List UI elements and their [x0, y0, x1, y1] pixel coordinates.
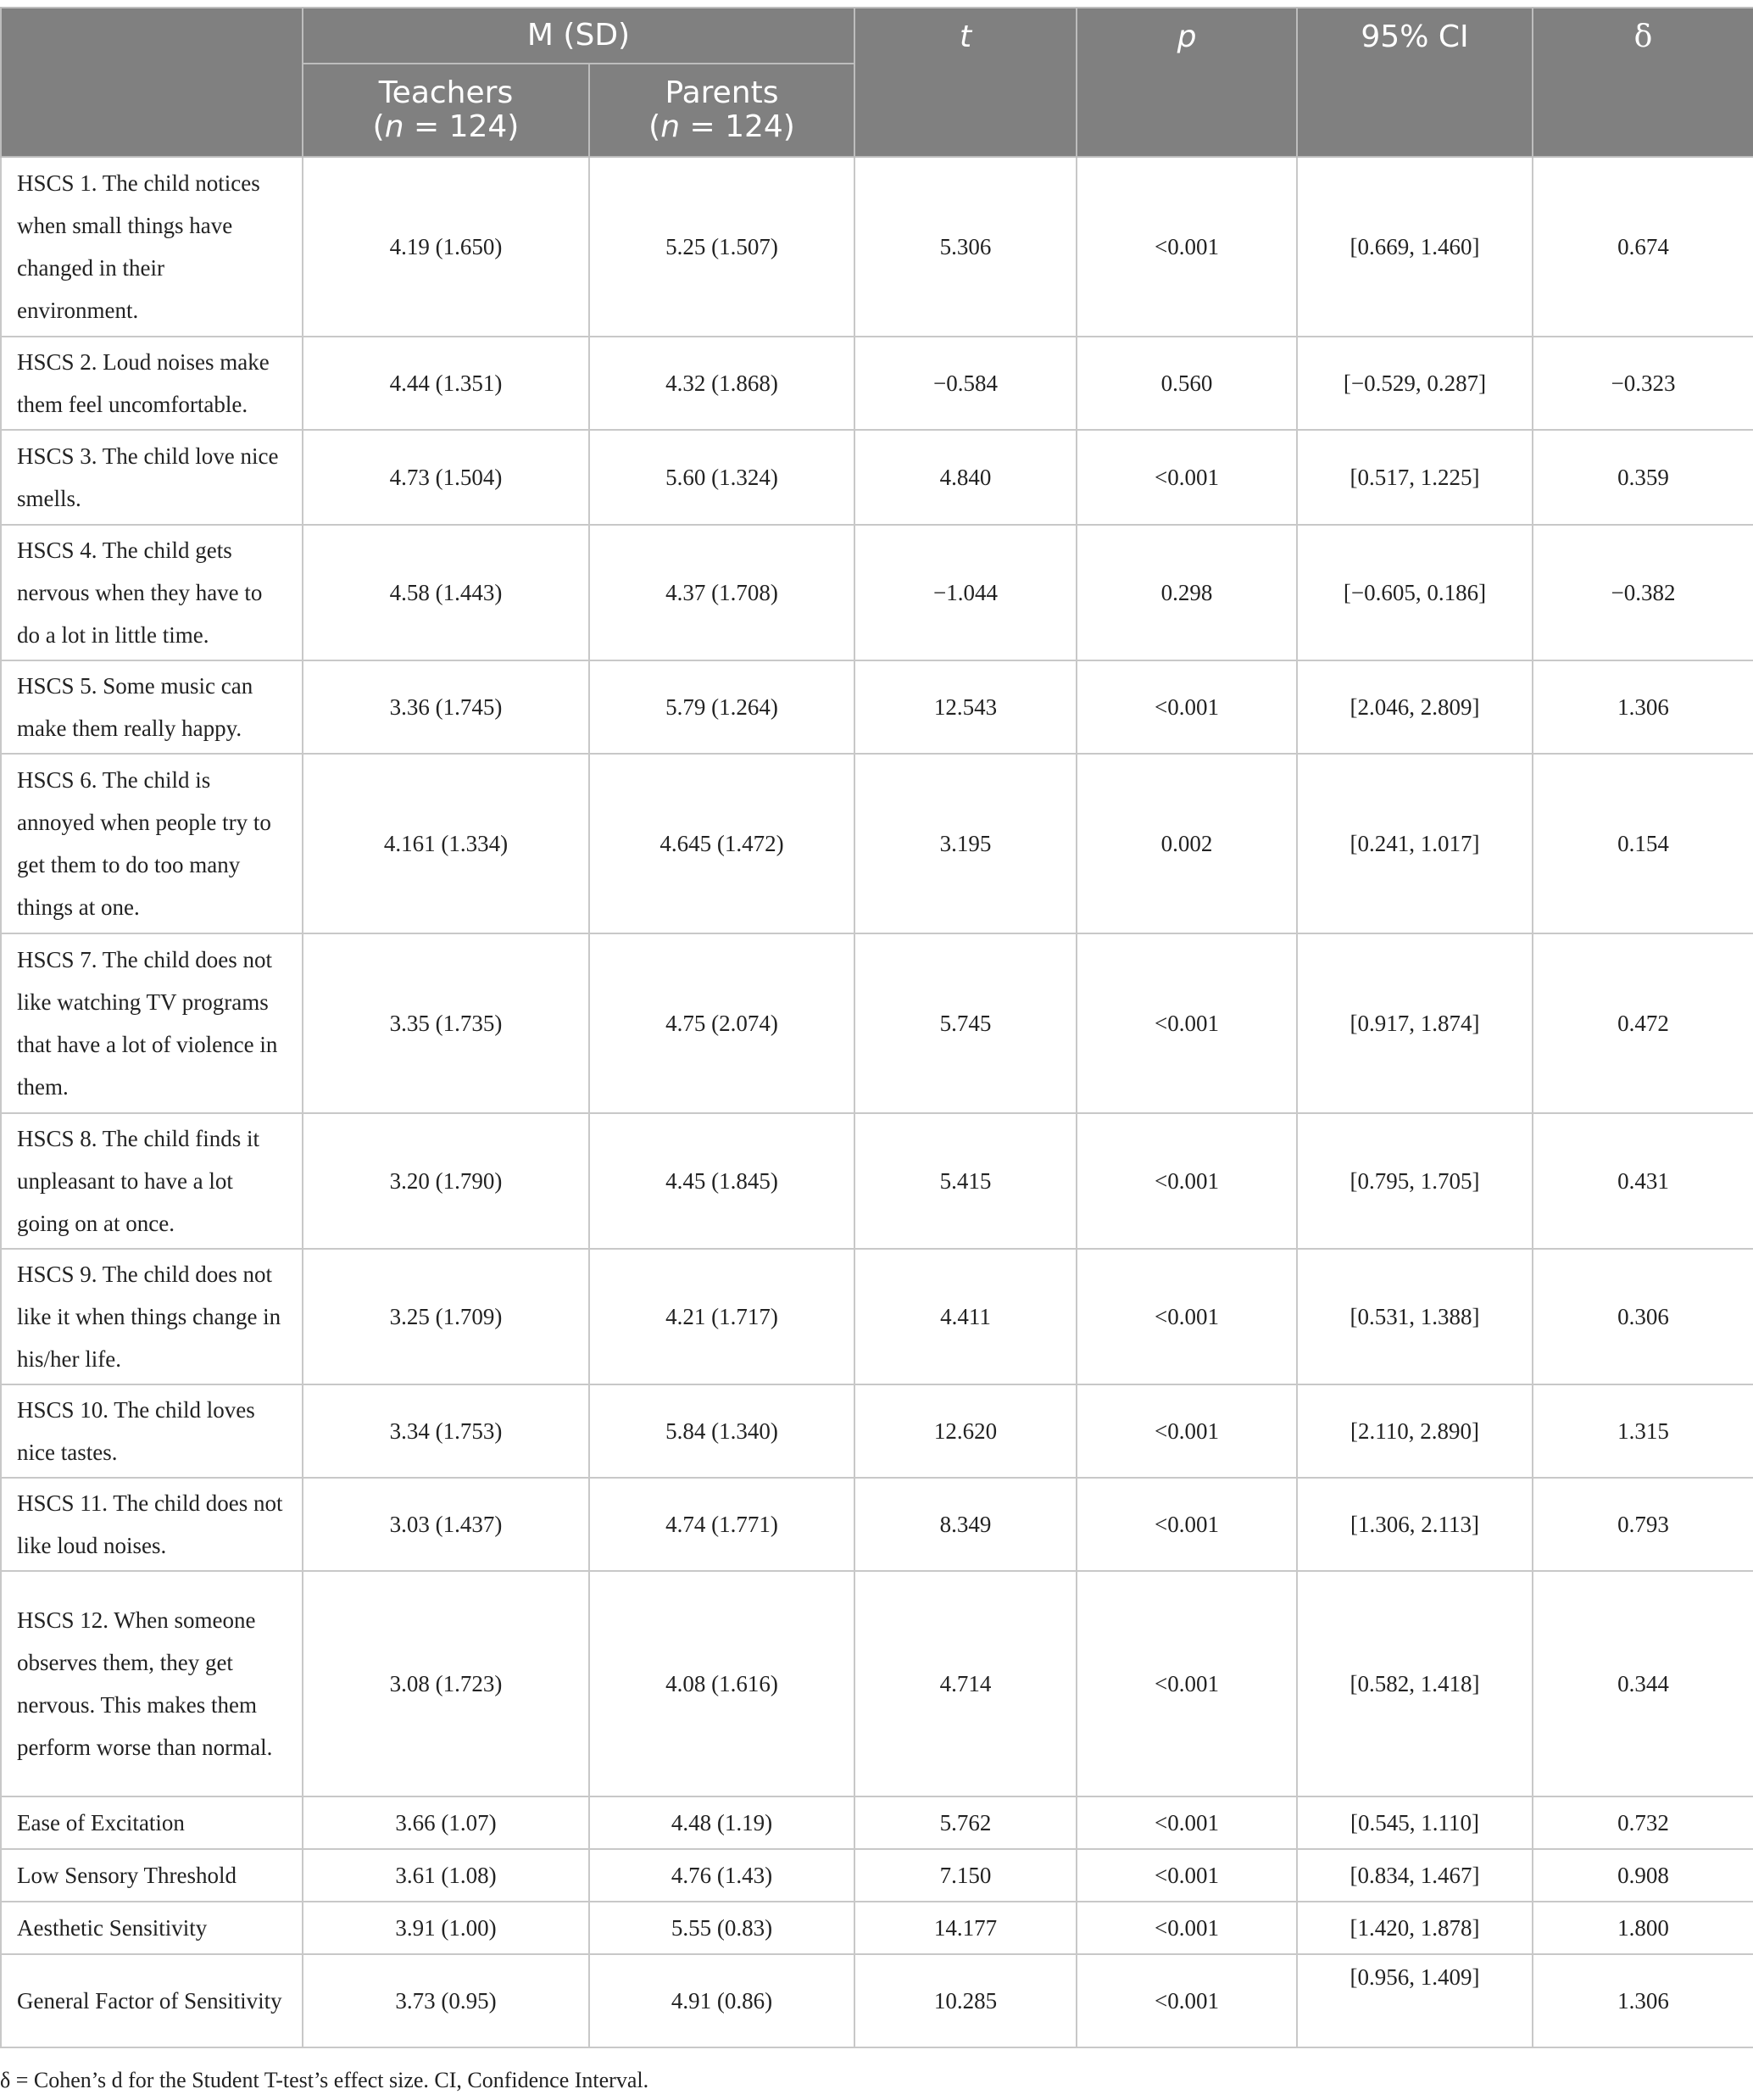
parents-value: 4.75 (2.074) — [589, 933, 854, 1113]
row-label: HSCS 4. The child gets nervous when they have to do a lot in little time. — [1, 525, 303, 660]
delta-value: 0.359 — [1533, 430, 1753, 525]
delta-value: −0.323 — [1533, 337, 1753, 430]
row-label: General Factor of Sensitivity — [1, 1954, 303, 2047]
table-row — [1, 754, 1753, 933]
row-label: HSCS 10. The child loves nice tastes. — [1, 1384, 303, 1478]
row-label: HSCS 12. When someone observes them, they get nervous. This makes them perform worse than normal. — [1, 1571, 303, 1796]
ci-value: [−0.605, 0.186] — [1297, 525, 1533, 660]
ci-value: [−0.529, 0.287] — [1297, 337, 1533, 430]
parents-value: 5.79 (1.264) — [589, 660, 854, 754]
table-body — [1, 157, 1753, 2047]
table-row — [1, 430, 1753, 525]
row-label: HSCS 6. The child is annoyed when people try to get them to do too many things at one. — [1, 754, 303, 933]
teachers-value: 3.66 (1.07) — [303, 1796, 589, 1849]
ci-value: [0.545, 1.110] — [1297, 1796, 1533, 1849]
header-row-top — [1, 8, 1753, 64]
t-value: 5.306 — [854, 157, 1077, 337]
parents-value: 4.91 (0.86) — [589, 1954, 854, 2047]
p-value: 0.002 — [1077, 754, 1297, 933]
header-p: p — [1077, 8, 1297, 157]
teachers-value: 3.91 (1.00) — [303, 1902, 589, 1954]
row-label: HSCS 9. The child does not like it when things change in his/her life. — [1, 1249, 303, 1384]
delta-value: 1.315 — [1533, 1384, 1753, 1478]
t-value: 10.285 — [854, 1954, 1077, 2047]
ci-value: [0.582, 1.418] — [1297, 1571, 1533, 1796]
row-label: HSCS 7. The child does not like watching TV programs that have a lot of violence in them. — [1, 933, 303, 1113]
p-value: <0.001 — [1077, 1384, 1297, 1478]
t-value: 4.840 — [854, 430, 1077, 525]
t-value: 12.620 — [854, 1384, 1077, 1478]
table-row — [1, 1249, 1753, 1384]
parents-value: 4.45 (1.845) — [589, 1113, 854, 1249]
t-value: 5.745 — [854, 933, 1077, 1113]
teachers-value: 4.73 (1.504) — [303, 430, 589, 525]
t-value: 3.195 — [854, 754, 1077, 933]
delta-value: 0.344 — [1533, 1571, 1753, 1796]
delta-value: 0.306 — [1533, 1249, 1753, 1384]
delta-value: 1.306 — [1533, 1954, 1753, 2047]
teachers-value: 4.161 (1.334) — [303, 754, 589, 933]
table-row — [1, 1902, 1753, 1954]
table-row — [1, 1571, 1753, 1796]
p-value: <0.001 — [1077, 933, 1297, 1113]
teachers-value: 3.61 (1.08) — [303, 1849, 589, 1902]
table-row — [1, 660, 1753, 754]
teachers-value: 3.73 (0.95) — [303, 1954, 589, 2047]
t-value: 5.762 — [854, 1796, 1077, 1849]
teachers-value: 4.58 (1.443) — [303, 525, 589, 660]
table-row — [1, 933, 1753, 1113]
parents-value: 5.25 (1.507) — [589, 157, 854, 337]
parents-value: 4.08 (1.616) — [589, 1571, 854, 1796]
ci-value: [0.517, 1.225] — [1297, 430, 1533, 525]
p-value: <0.001 — [1077, 157, 1297, 337]
delta-value: 1.800 — [1533, 1902, 1753, 1954]
ci-value: [0.917, 1.874] — [1297, 933, 1533, 1113]
p-value: <0.001 — [1077, 1571, 1297, 1796]
teachers-value: 4.19 (1.650) — [303, 157, 589, 337]
header-parents: Parents (n = 124) — [589, 64, 854, 157]
delta-value: 0.472 — [1533, 933, 1753, 1113]
t-value: 12.543 — [854, 660, 1077, 754]
parents-value: 4.21 (1.717) — [589, 1249, 854, 1384]
teachers-value: 3.20 (1.790) — [303, 1113, 589, 1249]
header-teachers: Teachers (n = 124) — [303, 64, 589, 157]
t-value: 8.349 — [854, 1478, 1077, 1571]
delta-value: 0.732 — [1533, 1796, 1753, 1849]
parents-value: 4.48 (1.19) — [589, 1796, 854, 1849]
ci-value: [0.956, 1.409] — [1297, 1954, 1533, 2047]
header-ci: 95% CI — [1297, 8, 1533, 157]
parents-value: 4.645 (1.472) — [589, 754, 854, 933]
ci-value: [0.669, 1.460] — [1297, 157, 1533, 337]
row-label: HSCS 3. The child love nice smells. — [1, 430, 303, 525]
parents-value: 4.76 (1.43) — [589, 1849, 854, 1902]
ci-value: [0.241, 1.017] — [1297, 754, 1533, 933]
p-value: <0.001 — [1077, 1796, 1297, 1849]
ci-value: [2.046, 2.809] — [1297, 660, 1533, 754]
t-value: 5.415 — [854, 1113, 1077, 1249]
delta-value: −0.382 — [1533, 525, 1753, 660]
table-row — [1, 1478, 1753, 1571]
p-value: <0.001 — [1077, 1478, 1297, 1571]
parents-value: 4.32 (1.868) — [589, 337, 854, 430]
teachers-value: 3.35 (1.735) — [303, 933, 589, 1113]
row-label: HSCS 8. The child finds it unpleasant to have a lot going on at once. — [1, 1113, 303, 1249]
row-label: HSCS 1. The child notices when small things have changed in their environment. — [1, 157, 303, 337]
table-row — [1, 157, 1753, 337]
row-label: HSCS 5. Some music can make them really happy. — [1, 660, 303, 754]
parents-value: 5.84 (1.340) — [589, 1384, 854, 1478]
results-table — [0, 7, 1753, 2048]
p-value: <0.001 — [1077, 1249, 1297, 1384]
ci-value: [1.306, 2.113] — [1297, 1478, 1533, 1571]
delta-value: 1.306 — [1533, 660, 1753, 754]
table-row — [1, 1849, 1753, 1902]
table-row — [1, 525, 1753, 660]
delta-value: 0.154 — [1533, 754, 1753, 933]
ci-value: [0.834, 1.467] — [1297, 1849, 1533, 1902]
table-row — [1, 337, 1753, 430]
p-value: <0.001 — [1077, 1902, 1297, 1954]
row-label: Ease of Excitation — [1, 1796, 303, 1849]
p-value: <0.001 — [1077, 1849, 1297, 1902]
t-value: 4.714 — [854, 1571, 1077, 1796]
p-value: 0.298 — [1077, 525, 1297, 660]
t-value: −0.584 — [854, 337, 1077, 430]
t-value: 7.150 — [854, 1849, 1077, 1902]
table-row — [1, 1796, 1753, 1849]
table-row — [1, 1954, 1753, 2047]
parents-value: 4.74 (1.771) — [589, 1478, 854, 1571]
row-label: Low Sensory Threshold — [1, 1849, 303, 1902]
t-value: −1.044 — [854, 525, 1077, 660]
parents-value: 5.55 (0.83) — [589, 1902, 854, 1954]
delta-value: 0.908 — [1533, 1849, 1753, 1902]
table-footnote: δ = Cohen’s d for the Student T-test’s effect size. CI, Confidence Interval. — [0, 2068, 649, 2092]
header-mean-sd: M (SD) — [303, 8, 854, 64]
ci-value: [2.110, 2.890] — [1297, 1384, 1533, 1478]
p-value: <0.001 — [1077, 1954, 1297, 2047]
p-value: 0.560 — [1077, 337, 1297, 430]
delta-value: 0.793 — [1533, 1478, 1753, 1571]
teachers-value: 3.03 (1.437) — [303, 1478, 589, 1571]
teachers-value: 3.34 (1.753) — [303, 1384, 589, 1478]
teachers-value: 4.44 (1.351) — [303, 337, 589, 430]
table-row — [1, 1113, 1753, 1249]
row-label: Aesthetic Sensitivity — [1, 1902, 303, 1954]
t-value: 14.177 — [854, 1902, 1077, 1954]
header-t: t — [854, 8, 1077, 157]
row-label: HSCS 11. The child does not like loud noises. — [1, 1478, 303, 1571]
table-row — [1, 1384, 1753, 1478]
parents-value: 5.60 (1.324) — [589, 430, 854, 525]
delta-value: 0.674 — [1533, 157, 1753, 337]
teachers-value: 3.25 (1.709) — [303, 1249, 589, 1384]
p-value: <0.001 — [1077, 660, 1297, 754]
ci-value: [0.795, 1.705] — [1297, 1113, 1533, 1249]
p-value: <0.001 — [1077, 1113, 1297, 1249]
row-label: HSCS 2. Loud noises make them feel uncomfortable. — [1, 337, 303, 430]
teachers-value: 3.08 (1.723) — [303, 1571, 589, 1796]
header-item-column — [1, 8, 303, 157]
teachers-value: 3.36 (1.745) — [303, 660, 589, 754]
parents-value: 4.37 (1.708) — [589, 525, 854, 660]
ci-value: [1.420, 1.878] — [1297, 1902, 1533, 1954]
p-value: <0.001 — [1077, 430, 1297, 525]
t-value: 4.411 — [854, 1249, 1077, 1384]
ci-value: [0.531, 1.388] — [1297, 1249, 1533, 1384]
header-delta: δ — [1533, 8, 1753, 157]
delta-value: 0.431 — [1533, 1113, 1753, 1249]
